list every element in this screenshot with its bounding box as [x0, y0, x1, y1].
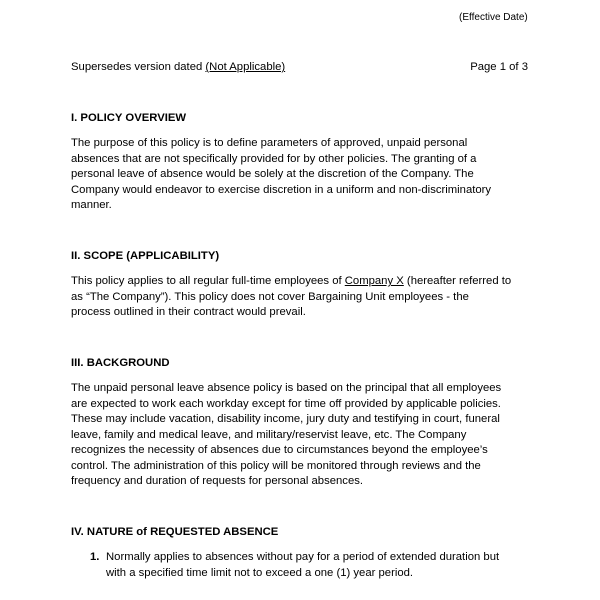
paragraph-line: as “The Company”). This policy does not cover Bargaining Unit employees - the	[71, 290, 469, 303]
section-heading: I. POLICY OVERVIEW	[71, 112, 187, 124]
paragraph-line	[71, 274, 541, 290]
section-scope	[71, 249, 541, 321]
paragraph-line: The unpaid personal leave absence policy is based on the principal that all employees	[71, 382, 502, 394]
list-item-number: 1.	[90, 551, 100, 563]
scope-line-suffix: (hereafter referred to	[403, 275, 512, 287]
section-paragraph	[71, 136, 541, 214]
section-heading: III. BACKGROUND	[71, 357, 170, 369]
paragraph-line: recognizes the necessity of absences due to circumstances beyond the employee’s	[71, 444, 488, 456]
section-paragraph	[71, 274, 541, 321]
paragraph-line: control. The administration of this policy will be monitored through reviews and the	[71, 459, 481, 472]
paragraph-line: These may include vacation, disability income, jury duty and testifying in court, funeral	[71, 413, 500, 425]
paragraph-line: Company would endeavor to exercise discretion in a uniform and non-discriminatory	[71, 183, 492, 196]
list-item-text	[106, 550, 540, 581]
supersedes-line	[71, 60, 285, 74]
supersedes-label: Supersedes version dated	[71, 61, 206, 73]
section-policy-overview	[71, 111, 541, 214]
paragraph-line: personal leave of absence would be solely at the discretion of the Company. The	[71, 168, 474, 180]
paragraph-line: absences that are not specifically provided for by other policies. The granting of a	[71, 152, 477, 165]
section-nature-of-absence	[71, 525, 541, 539]
section-heading: IV. NATURE of REQUESTED ABSENCE	[71, 526, 279, 538]
paragraph-line: leave, family and medical leave, and military/reservist leave, etc. The Company	[71, 428, 467, 441]
list-item-line: with a specified time limit not to exceed a one (1) year period.	[106, 566, 414, 579]
company-name: Company X	[344, 275, 404, 287]
paragraph-line: The purpose of this policy is to define parameters of approved, unpaid personal	[71, 137, 468, 149]
supersedes-value: (Not Applicable)	[205, 61, 286, 73]
page-number: Page 1 of 3	[470, 61, 528, 73]
effective-date: (Effective Date)	[459, 12, 528, 23]
paragraph-line: frequency and duration of requests for personal absences.	[71, 475, 364, 487]
scope-line-prefix: This policy applies to all regular full-time employees of	[71, 275, 345, 287]
paragraph-line: are expected to work each workday except for time off provided by applicable policies.	[71, 397, 501, 410]
section-heading: II. SCOPE (APPLICABILITY)	[71, 250, 220, 262]
paragraph-line: process outlined in their contract would prevail.	[71, 306, 306, 318]
paragraph-line: manner.	[71, 199, 112, 211]
list-item	[90, 550, 540, 581]
list-item-line: Normally applies to absences without pay for a period of extended duration but	[106, 551, 500, 563]
section-background	[71, 356, 541, 490]
section-paragraph	[71, 381, 541, 490]
